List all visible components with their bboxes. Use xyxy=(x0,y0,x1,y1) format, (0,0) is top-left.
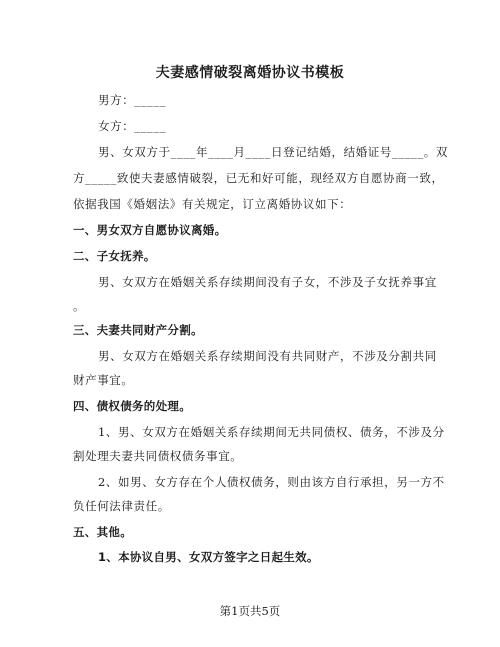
section-heading-2: 二、子女抚养。 xyxy=(73,249,156,263)
body-paragraph-line: 1、男、女双方在婚姻关系存续期间无共同债权、债务，不涉及分 xyxy=(98,425,445,439)
body-paragraph-line: 。 xyxy=(73,299,86,313)
body-paragraph-line: 割处理夫妻共同债权债务事宜。 xyxy=(73,449,243,463)
body-paragraph-line: 男、女双方于____年____月____日登记结婚，结婚证号_____。双 xyxy=(98,145,448,159)
section-heading-4: 四、债权债务的处理。 xyxy=(73,399,191,413)
clause-heading: 1、本协议自男、女双方签字之日起生效。 xyxy=(98,550,319,564)
body-paragraph-line: 财产事宜。 xyxy=(73,373,134,387)
body-paragraph-line: 男、女双方在婚姻关系存续期间没有共同财产，不涉及分割共同 xyxy=(98,349,437,363)
body-paragraph-line: 2、如男、女方存在个人债权债务，则由该方自行承担，另一方不 xyxy=(98,475,445,489)
section-heading-3: 三、夫妻共同财产分割。 xyxy=(73,323,203,337)
body-paragraph-line: 依据我国《婚姻法》有关规定，订立离婚协议如下： xyxy=(73,197,352,211)
body-paragraph-line: 负任何法律责任。 xyxy=(73,499,170,513)
section-heading-5: 五、其他。 xyxy=(73,525,132,539)
husband-line: 男方：_____ xyxy=(98,93,167,107)
body-paragraph-line: 男、女双方在婚姻关系存续期间没有子女，不涉及子女抚养事宜 xyxy=(98,275,437,289)
wife-line: 女方：_____ xyxy=(98,119,167,133)
page-number: 第1页共5页 xyxy=(219,604,281,618)
document-title: 夫妻感情破裂离婚协议书模板 xyxy=(155,65,345,81)
body-paragraph-line: 方_____致使夫妻感情破裂，已无和好可能，现经双方自愿协商一致， xyxy=(73,171,444,185)
section-heading-1: 一、男女双方自愿协议离婚。 xyxy=(73,223,227,237)
